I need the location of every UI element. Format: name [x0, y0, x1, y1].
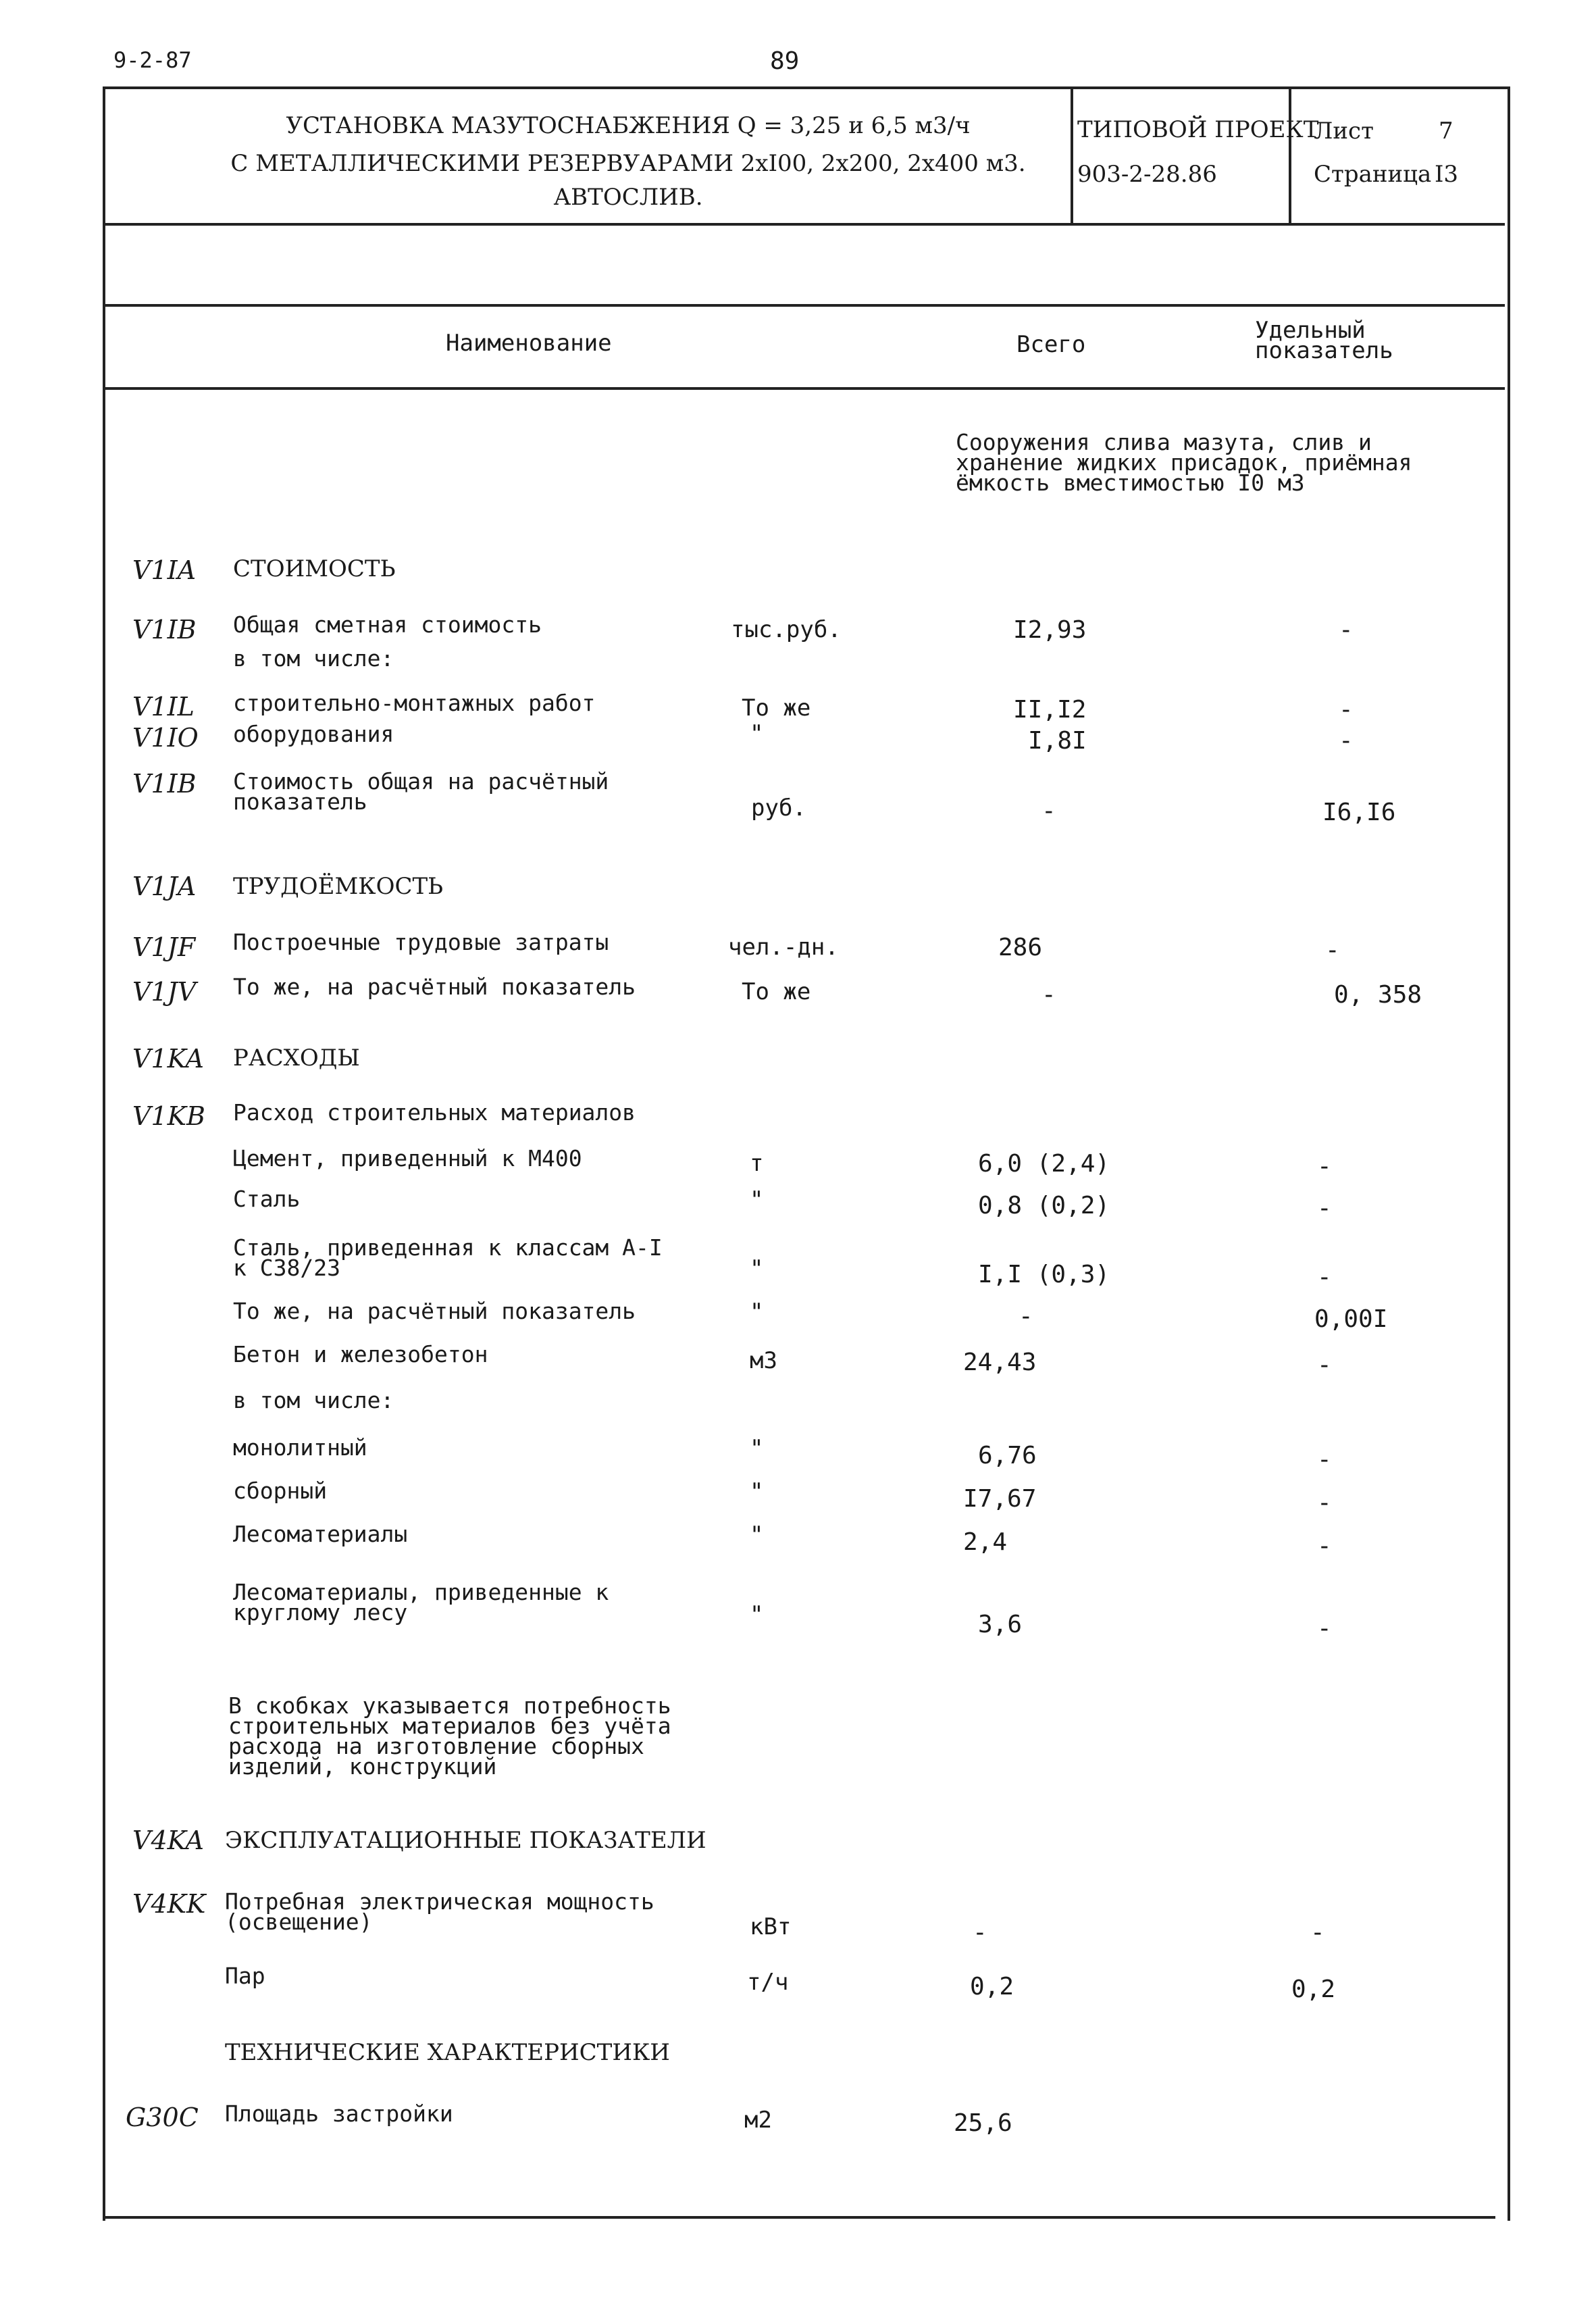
row-total: 24,43: [963, 1349, 1037, 1376]
row-total: -: [1019, 1303, 1033, 1330]
row-name: То же, на расчётный показатель: [233, 1298, 636, 1324]
row-name-continued: (освещение): [225, 1909, 373, 1935]
row-code: G30C: [126, 2103, 199, 2132]
row-total: 3,6: [978, 1611, 1023, 1638]
row-unit: ": [750, 1255, 764, 1282]
row-name-continued: круглому лесу: [233, 1599, 408, 1626]
row-name: строительно-монтажных работ: [233, 690, 596, 716]
row-unit: руб.: [751, 795, 806, 822]
row-specific: -: [1339, 727, 1354, 755]
section-heading-labor: ТРУДОЁМКОСТЬ: [233, 873, 444, 900]
row-code: V1JV: [132, 977, 197, 1007]
row-unit: ": [750, 1601, 764, 1628]
row-name: Расход строительных материалов: [233, 1099, 636, 1126]
row-unit: ": [750, 1186, 764, 1213]
row-name: сборный: [233, 1478, 328, 1504]
row-name: Лесоматериалы, приведенные к: [233, 1579, 609, 1605]
row-name: в том числе:: [233, 645, 394, 672]
row-unit: кВт: [750, 1913, 792, 1940]
column-header-name: Наименование: [446, 330, 612, 357]
row-specific: -: [1317, 1615, 1332, 1642]
row-specific: -: [1317, 1489, 1332, 1517]
title-line-2: С МЕТАЛЛИЧЕСКИМИ РЕЗЕРВУАРАМИ 2хI00, 2х200, 2х400 м3.: [230, 150, 1026, 177]
row-total: I,I (0,3): [978, 1261, 1110, 1288]
title-block-bottom-line: [103, 223, 1505, 226]
row-total: 2,4: [963, 1528, 1008, 1556]
project-label: ТИПОВОЙ ПРОЕКТ: [1077, 116, 1319, 143]
row-unit: ": [750, 1299, 764, 1326]
column-header-total: Всего: [1016, 331, 1086, 358]
document-code: 9-2-87: [113, 47, 192, 73]
section-heading-cost: СТОИМОСТЬ: [233, 555, 396, 582]
row-specific: -: [1317, 1263, 1332, 1291]
section-heading-operational: ЭКСПЛУАТАЦИОННЫЕ ПОКАЗАТЕЛИ: [225, 1827, 706, 1854]
row-unit: чел.-дн.: [728, 934, 839, 961]
row-total: 0,2: [970, 1973, 1014, 2001]
title-block-divider-2: [1289, 86, 1291, 223]
object-description: Сооружения слива мазута, слив и хранение жидких присадок, приёмная ёмкость вместимостью I0 м3: [956, 429, 1412, 496]
row-specific: -: [1317, 1446, 1332, 1474]
row-specific: -: [1317, 1194, 1332, 1222]
row-code: V4KK: [132, 1889, 206, 1919]
row-unit: т/ч: [747, 1969, 789, 1996]
row-total: II,I2: [1013, 696, 1087, 724]
row-specific: -: [1325, 936, 1340, 964]
row-code: V1IO: [132, 723, 199, 753]
row-unit: ": [750, 720, 764, 747]
row-total: 286: [998, 934, 1043, 961]
row-specific: -: [1339, 696, 1354, 724]
row-code: V1KB: [132, 1101, 205, 1131]
row-unit: м2: [744, 2107, 772, 2134]
page-value: I3: [1435, 161, 1459, 188]
row-name: оборудования: [233, 721, 394, 747]
row-name: Общая сметная стоимость: [233, 611, 542, 638]
column-header-specific-line1: Удельный: [1255, 317, 1366, 344]
row-name: монолитный: [233, 1434, 367, 1461]
title-line-1: УСТАНОВКА МАЗУТОСНАБЖЕНИЯ Q = 3,25 и 6,5 м3/ч: [286, 112, 971, 139]
sheet-value: 7: [1439, 118, 1453, 145]
row-specific: -: [1339, 616, 1354, 644]
row-specific: 0,2: [1291, 1976, 1336, 2003]
row-specific: -: [1317, 1351, 1332, 1379]
row-specific: 0,00I: [1314, 1305, 1388, 1333]
row-unit: То же: [742, 695, 811, 722]
row-total: I,8I: [1028, 727, 1087, 755]
column-header-top-line: [103, 304, 1505, 307]
row-name: в том числе:: [233, 1387, 394, 1413]
row-name: Стоимость общая на расчётный: [233, 768, 609, 795]
row-code: V1IB: [132, 615, 197, 645]
column-header-bottom-line: [103, 387, 1505, 390]
row-total: -: [973, 1919, 987, 1946]
title-line-3: АВТОСЛИВ.: [553, 184, 703, 211]
section-heading-technical: ТЕХНИЧЕСКИЕ ХАРАКТЕРИСТИКИ: [225, 2039, 670, 2066]
row-specific: -: [1317, 1532, 1332, 1560]
row-code: V1IA: [132, 555, 197, 585]
row-name: То же, на расчётный показатель: [233, 974, 636, 1000]
row-name: Пар: [225, 1963, 265, 1989]
row-total: -: [1041, 797, 1056, 825]
row-name: Построечные трудовые затраты: [233, 929, 609, 955]
row-unit: ": [750, 1435, 764, 1462]
row-unit: ": [750, 1521, 764, 1549]
row-specific: I6,I6: [1322, 799, 1396, 826]
row-code: V1JF: [132, 932, 196, 962]
row-name: Бетон и железобетон: [233, 1341, 488, 1367]
row-total: 6,76: [978, 1442, 1037, 1469]
row-name: Сталь: [233, 1186, 301, 1212]
row-unit: м3: [750, 1347, 777, 1374]
row-total: 25,6: [954, 2109, 1012, 2137]
row-total: 0,8 (0,2): [978, 1192, 1110, 1219]
row-unit: т: [750, 1150, 764, 1177]
row-code: V4KA: [132, 1826, 204, 1855]
row-total: -: [1041, 981, 1056, 1009]
row-name-continued: к С38/23: [233, 1255, 340, 1281]
row-name: Сталь, приведенная к классам А-I: [233, 1234, 663, 1261]
row-unit: тыс.руб.: [731, 616, 842, 643]
frame-bottom-line: [103, 2216, 1495, 2219]
row-total: I2,93: [1013, 616, 1087, 644]
row-specific: -: [1310, 1919, 1325, 1946]
page-label: Страница: [1314, 161, 1432, 188]
materials-note: В скобках указывается потребность строительных материалов без учёта расхода на изготовление сборных изделий, конструкций: [228, 1692, 671, 1780]
project-number: 903-2-28.86: [1077, 161, 1217, 188]
row-name: Цемент, приведенный к М400: [233, 1145, 582, 1172]
section-heading-consumption: РАСХОДЫ: [233, 1045, 360, 1072]
row-code: V1IL: [132, 692, 195, 722]
row-unit: ": [750, 1478, 764, 1505]
row-unit: То же: [742, 978, 811, 1005]
row-name: Площадь застройки: [225, 2101, 453, 2127]
row-code: V1IB: [132, 769, 197, 799]
sheet-label: Лист: [1314, 118, 1374, 145]
row-name: Лесоматериалы: [233, 1521, 408, 1547]
page-number: 89: [770, 47, 800, 75]
row-code: V1KA: [132, 1044, 204, 1074]
row-total: 6,0 (2,4): [978, 1150, 1110, 1178]
row-name-continued: показатель: [233, 788, 367, 815]
row-specific: 0, 358: [1334, 981, 1422, 1009]
row-specific: -: [1317, 1153, 1332, 1180]
column-header-specific-line2: показатель: [1255, 337, 1393, 364]
row-code: V1JA: [132, 872, 197, 901]
row-total: I7,67: [963, 1485, 1037, 1513]
row-name: Потребная электрическая мощность: [225, 1888, 654, 1915]
